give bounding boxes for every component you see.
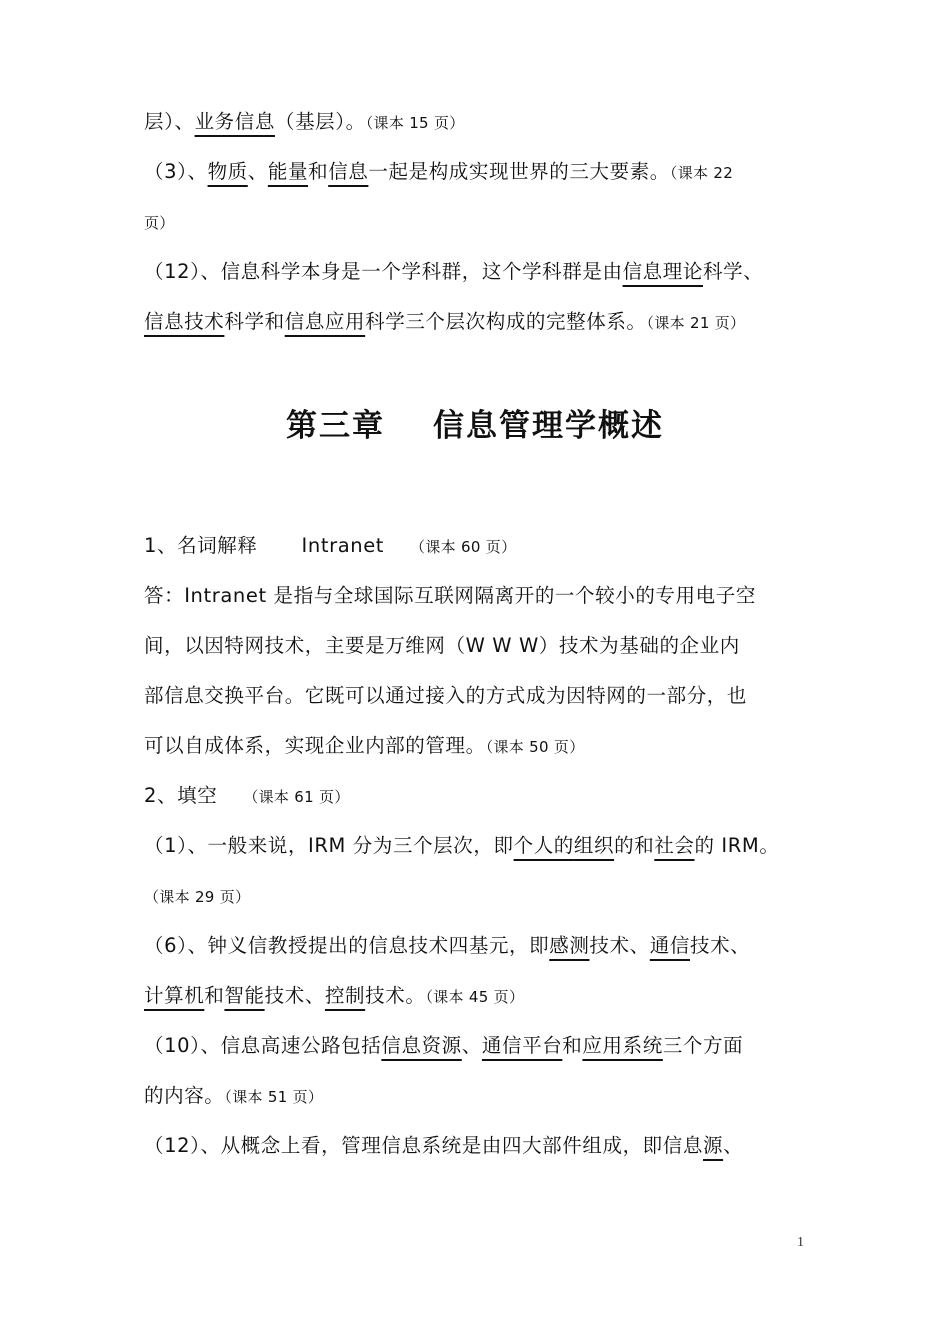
section-heading: 1、名词解释 [144, 534, 258, 557]
answer-blank: 信息应用 [284, 310, 366, 333]
textbook-ref: 页） [144, 214, 175, 232]
answer-blank: 通信平台 [481, 1034, 563, 1057]
line-3 [144, 208, 175, 237]
line-4: （12）、信息科学本身是一个学科群，这个学科群是由信息理论科学、 [144, 260, 764, 283]
section-heading: 2、填空 [144, 784, 218, 807]
answer-blank: 通信 [649, 934, 690, 957]
line-9: 部信息交换平台。它既可以通过接入的方式成为因特网的一部分，也 [144, 684, 748, 707]
line-14: （6）、钟义信教授提出的信息技术四基元，即感测技术、通信技术、 [144, 934, 751, 957]
textbook-ref: （课本 50 页） [485, 738, 585, 756]
line-13 [144, 882, 250, 911]
line-16: （10）、信息高速公路包括信息资源、通信平台和应用系统三个方面 [144, 1034, 744, 1057]
line-8: 间，以因特网技术，主要是万维网（W W W）技术为基础的企业内 [144, 634, 740, 657]
answer-blank: 感测 [549, 934, 590, 957]
textbook-ref: （课本 29 页） [144, 888, 251, 906]
answer-blank: 组织 [573, 834, 615, 857]
answer-blank: 控制 [324, 984, 366, 1007]
answer-blank: 物质 [207, 160, 248, 183]
answer-blank: 能量 [267, 160, 309, 183]
line-5: 信息技术科学和信息应用科学三个层次构成的完整体系。（课本 21 页） [144, 310, 746, 333]
answer-blank: 信息资源 [381, 1034, 462, 1057]
answer-blank: 计算机 [144, 984, 205, 1007]
textbook-ref: （课本 21 页） [646, 314, 746, 332]
textbook-ref: （课本 22 [669, 164, 734, 182]
answer-blank: 信息技术 [144, 310, 225, 333]
answer-blank: 社会 [654, 834, 695, 857]
line-1: 层）、业务信息（基层）。（课本 15 页） [144, 110, 465, 133]
line-6 [144, 532, 516, 561]
textbook-ref: （课本 51 页） [224, 1088, 324, 1106]
line-12: （1）、一般来说，IRM 分为三个层次，即个人的组织的和社会的 IRM。 [144, 834, 780, 857]
line-2: （3）、物质、能量和信息一起是构成实现世界的三大要素。（课本 22 [144, 160, 734, 183]
chapter-title: 第三章 信息管理学概述 [286, 408, 664, 444]
term: Intranet [301, 534, 385, 557]
answer-blank: 应用系统 [582, 1034, 663, 1057]
answer-blank: 业务信息 [194, 110, 275, 133]
page-number: 1 [797, 1235, 804, 1250]
line-7: 答：Intranet 是指与全球国际互联网隔离开的一个较小的专用电子空 [144, 584, 756, 607]
answer-blank: 智能 [224, 984, 265, 1007]
answer-blank: 个人的 [513, 834, 574, 857]
line-15: 计算机和智能技术、控制技术。（课本 45 页） [144, 984, 525, 1007]
answer-blank: 信息理论 [622, 260, 703, 283]
textbook-ref: （课本 61 页） [243, 788, 350, 806]
line-17: 的内容。（课本 51 页） [144, 1084, 324, 1107]
textbook-ref: （课本 15 页） [365, 114, 465, 132]
line-18: （12）、从概念上看，管理信息系统是由四大部件组成，即信息源、 [144, 1134, 744, 1157]
line-10: 可以自成体系，实现企业内部的管理。（课本 50 页） [144, 734, 585, 757]
textbook-ref: （课本 60 页） [410, 538, 517, 556]
answer-blank: 信息 [328, 160, 369, 183]
textbook-ref: （课本 45 页） [425, 988, 525, 1006]
line-11 [144, 782, 350, 811]
answer-blank: 源 [702, 1134, 724, 1157]
